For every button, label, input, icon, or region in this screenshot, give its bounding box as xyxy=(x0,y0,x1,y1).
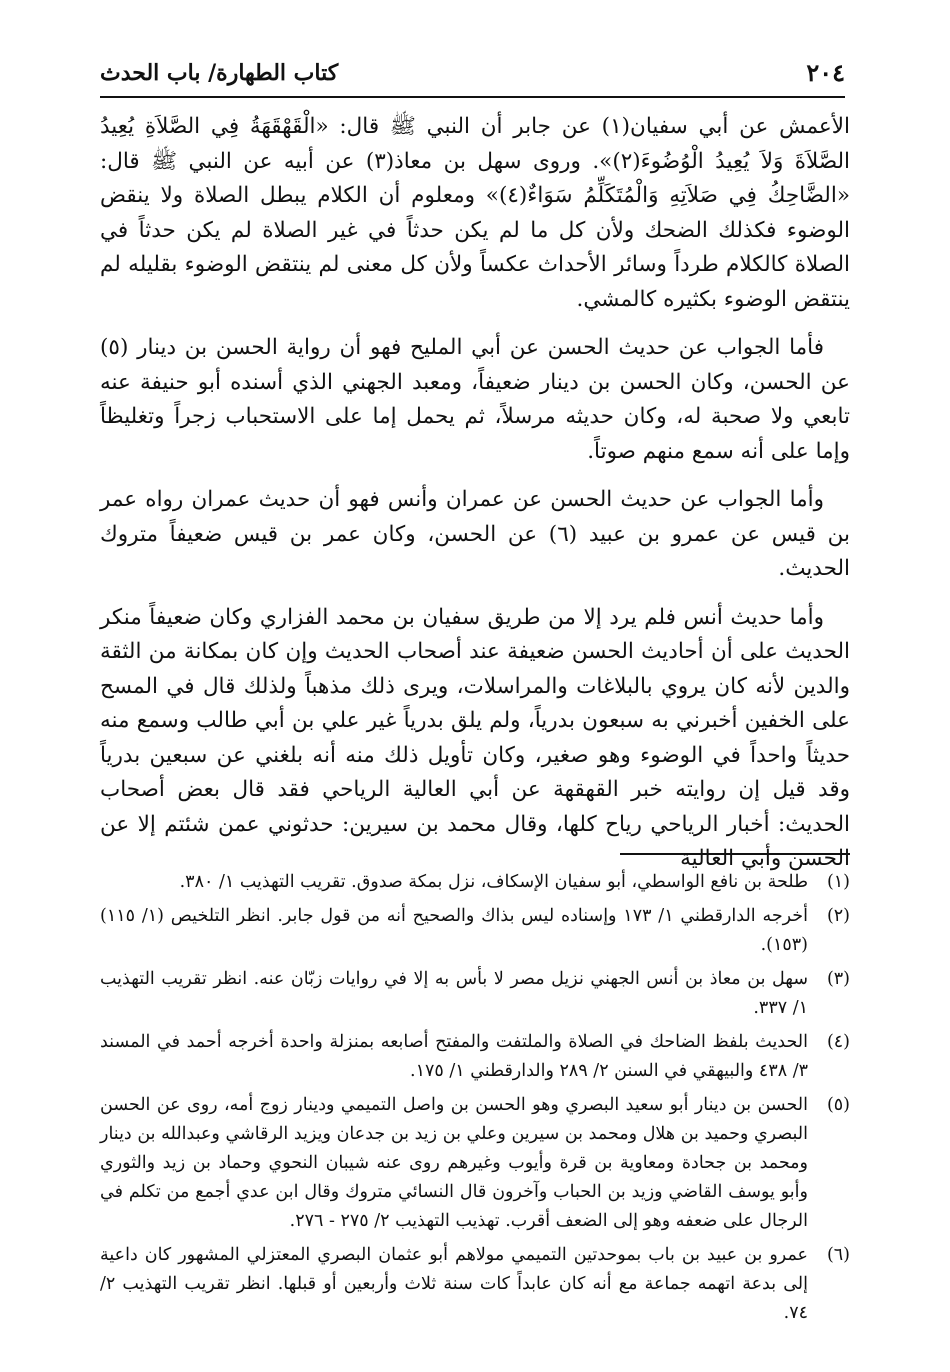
footnote-text: طلحة بن نافع الواسطي، أبو سفيان الإسكاف، نزل بمكة صدوق. تقريب التهذيب ١/ ٣٨٠. xyxy=(179,872,808,892)
footnote-text: سهل بن معاذ بن أنس الجهني نزيل مصر لا بأس به إلا في روايات زبّان عنه. انظر تقريب التهذيب ١/ ٣٣٧. xyxy=(100,969,808,1018)
main-text xyxy=(100,110,850,891)
page-header xyxy=(100,52,845,98)
paragraph: وأما الجواب عن حديث الحسن عن عمران وأنس فهو أن حديث عمران رواه عمر بن قيس عن عمرو بن عبيد (٦) عن الحسن، وكان عمر بن قيس ضعيفاً متروك الحديث. xyxy=(100,487,850,581)
footnote xyxy=(100,868,850,897)
paragraph: الأعمش عن أبي سفيان(١) عن جابر أن النبي ﷺ قال: «الْقَهْقَهَةُ فِي الصَّلاَةِ يُعِيدُ الصَّلاَةَ وَلاَ يُعِيدُ الْوُضُوءَ(٢)». وروى سهل بن معاذ(٣) عن أبيه عن النبي ﷺ قال: «الضَّاحِكُ فِي صَلاَتِهِ وَالْمُتَكَلِّمُ سَوَاءٌ(٤)» ومعلوم أن الكلام يبطل الصلاة ولا ينقض الوضوء فكذلك الضحك ولأن كل ما لم يكن حدثاً في غير الصلاة لم يكن حدثاً في الصلاة كالكلام طرداً وسائر الأحداث عكساً ولأن كل معنى لم ينتقض الوضوء بقليله لم ينتقض الوضوء بكثيره كالمشي. xyxy=(100,114,851,312)
paragraph: فأما الجواب عن حديث الحسن عن أبي المليح فهو أن رواية الحسن بن دينار (٥) عن الحسن، وكان الحسن بن دينار ضعيفاً، ومعبد الجهني الذي أسنده أبو حنيفة عنه تابعي ولا صحبة له، وكان حديثه مرسلاً، ثم يحمل إما على الاستحباب زجراً وتغليظاً وإما على أنه سمع منهم صوتاً. xyxy=(100,335,850,464)
footnote-number: (٦) xyxy=(826,1245,850,1265)
footnote-number: (٤) xyxy=(826,1032,850,1052)
footnote xyxy=(100,1028,850,1086)
footnote xyxy=(100,902,850,960)
footnote-number: (١) xyxy=(826,872,850,892)
footnote-number: (٥) xyxy=(826,1095,850,1115)
footnote-number: (٢) xyxy=(826,906,850,926)
footnote-text: أخرجه الدارقطني ١/ ١٧٣ وإسناده ليس بذاك والصحيح أنه من قول جابر. انظر التلخيص (١/ ١١٥) (١٥٣). xyxy=(100,906,808,955)
page-number: ٢٠٤ xyxy=(806,58,845,87)
footnote-number: (٣) xyxy=(826,969,850,989)
running-title: كتاب الطهارة/ باب الحدث xyxy=(100,60,339,86)
footnote xyxy=(100,1241,850,1328)
footnote xyxy=(100,965,850,1023)
footnote-divider xyxy=(620,853,850,855)
footnote-text: عمرو بن عبيد بن باب بموحدتين التميمي مولاهم أبو عثمان البصري المعتزلي المشهور كان داعية إلى بدعة اتهمه جماعة مع أنه كان عابداً كات سنة ثلاث وأربعين أو قبلها. انظر تقريب التهذيب ٢/ ٧٤. xyxy=(100,1245,808,1323)
footnote-text: الحديث بلفظ الضاحك في الصلاة والملتفت والمفتح أصابعه بمنزلة واحدة أخرجه أحمد في المسند ٣/ ٤٣٨ والبيهقي في السنن ٢/ ٢٨٩ والدارقطني ١/ ١٧٥. xyxy=(100,1032,808,1081)
footnotes xyxy=(100,868,850,1333)
footnote xyxy=(100,1091,850,1236)
paragraph: وأما حديث أنس فلم يرد إلا من طريق سفيان بن محمد الفزاري وكان ضعيفاً منكر الحديث على أن أحاديث الحسن ضعيفة عند أصحاب الحديث وإن كان بمكانة من الثقة والدين لأنه كان يروي بالبلاغات والمراسلات، ويرى ذلك مذهباً ولذلك قال في المسح على الخفين أخبرني به سبعون بدرياً، ولم يلق بدرياً غير علي بن أبي طالب وسمع منه حديثاً واحداً في الوضوء وهو صغير، وكان تأويل ذلك منه أنه بلغني عن سبعين بدرياً وقد قيل إن روايته خبر القهقهة عن أبي العالية الرياحي فقد قال بعض أصحاب الحديث: أخبار الرياحي رياح كلها، وقال محمد بن سيرين: حدثوني عمن شئتم إلا عن الحسن وأبي العالية xyxy=(100,604,850,871)
footnote-text: الحسن بن دينار أبو سعيد البصري وهو الحسن بن واصل التميمي ودينار زوج أمه، روى عن الحسن البصري وحميد بن هلال ومحمد بن سيرين وعلي بن زيد بن جدعان ويزيد الرقاشي وعبدالله بن دينار ومحمد بن جحادة ومعاوية بن قرة وأيوب وغيرهم روى عنه شيبان النحوي وحماد بن زيد والثوري وأبو يوسف القاضي وزيد بن الحباب وآخرون قال النسائي متروك وقال ابن عدي أجمع من تكلم في الرجال على ضعفه وهو إلى الضعف أقرب. تهذيب التهذيب ٢/ ٢٧٥ - ٢٧٦. xyxy=(100,1095,808,1231)
